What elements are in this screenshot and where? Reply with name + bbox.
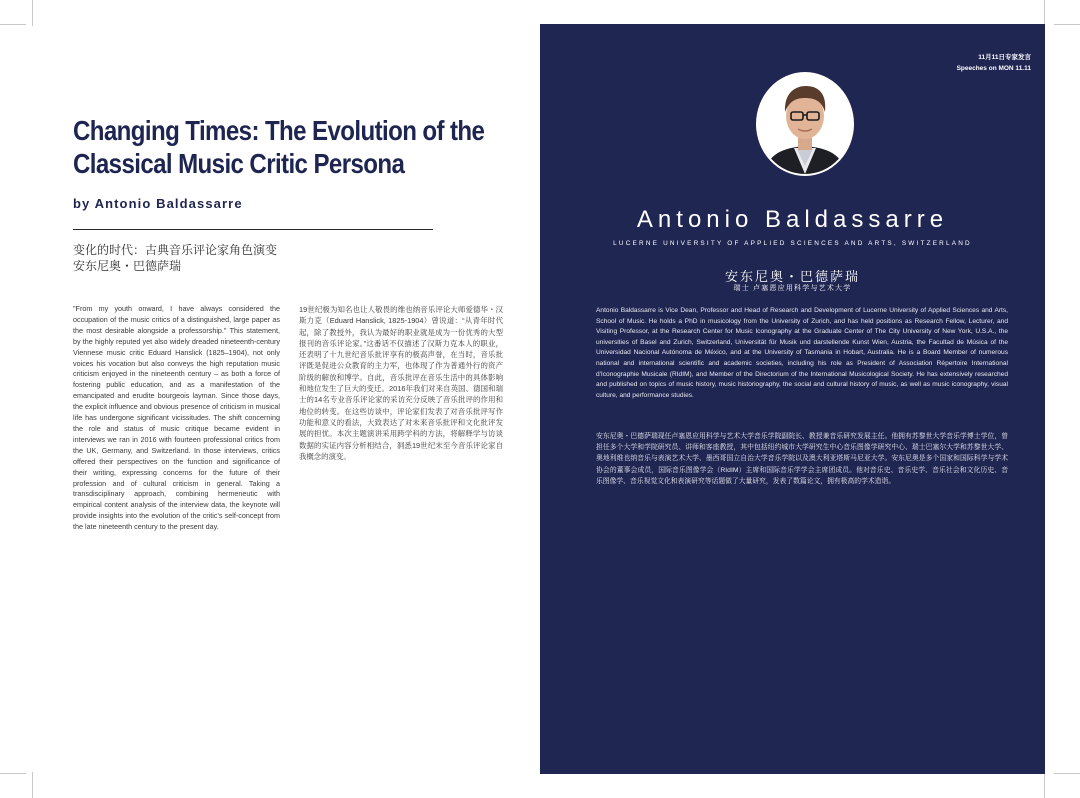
crop-mark	[32, 0, 33, 26]
speaker-name-chinese: 安东尼奥・巴德萨瑞	[724, 269, 860, 284]
crop-mark	[1044, 772, 1045, 798]
article-title-line-1: Changing Times: The Evolution of the	[73, 115, 485, 146]
divider	[73, 229, 433, 230]
crop-mark	[32, 772, 33, 798]
article-title	[73, 114, 485, 180]
abstract-chinese: 19世纪极为知名也让人敬畏的维也纳音乐评论大师爱德华・汉斯力克（Eduard Hanslick, 1825-1904）曾说道：“从青年时代起，除了教授外，我认为最好的职业就是成为一份优秀的大型报刊的音乐评论家。”这番话不仅描述了汉斯力克本人的职业，还表明了十九世纪音乐批评享有的极高声誉，在当时，音乐批评既是促进公众教育的主力军，也体现了作为普通外行的资产阶级的解放和博学。自此，音乐批评在音乐生活中的具体影响和地位发生了巨大的变迁。2016年我们对来自英国、德国和瑞士的14名专业音乐评论家的采访充分反映了音乐批评的作用和地位的转变。在这些访谈中，评论家们发表了对音乐批评写作功能和意义的看法，大致表达了对未来音乐批评和文化批评发展的担忧。本次主题演讲采用跨学科的方法，将解释学与访谈数据的实证内容分析相结合，洞悉19世纪末至今音乐评论家自我概念的演变。	[299, 305, 503, 461]
speech-date-english: Speeches on MON 11.11	[956, 65, 1031, 72]
speech-date	[957, 52, 1031, 74]
chinese-title-line-1: 变化的时代：古典音乐评论家角色演变	[73, 243, 278, 257]
speaker-affiliation: LUCERNE UNIVERSITY OF APPLIED SCIENCES AND ARTS, SWITZERLAND	[613, 240, 972, 247]
chinese-title-line-2: 安东尼奥・巴德萨瑞	[73, 259, 182, 273]
speaker-portrait	[756, 72, 854, 176]
speaker-panel	[540, 24, 1045, 774]
biography-chinese: 安东尼奥・巴德萨瑞现任卢塞恩应用科学与艺术大学音乐学院副院长、教授兼音乐研究发展主任。他拥有苏黎世大学音乐学博士学位，曾担任多个大学和学院研究员、讲师和客座教授，其中包括纽约城市大学研究生中心音乐图像学研究中心、瑞士巴塞尔大学和苏黎世大学、奥地利维也纳音乐与表演艺术大学、墨西哥国立自治大学音乐学院以及澳大利亚塔斯马尼亚大学。安东尼奥是多个国家和国际科学与学术协会的董事会成员，国际音乐图像学会（RIdIM）主席和国际音乐学学会主席团成员。他对音乐史、音乐史学、音乐社会和文化历史、音乐图像学、音乐视觉文化和表演研究等话题做了大量研究，发表了数篇论文，拥有极高的学术造诣。	[596, 433, 1008, 485]
person-portrait-icon	[758, 74, 852, 174]
chinese-title	[73, 242, 277, 274]
crop-mark	[1054, 773, 1080, 774]
speech-date-chinese: 11月11日专家发言	[978, 54, 1031, 61]
crop-mark	[0, 773, 26, 774]
crop-mark	[1054, 24, 1080, 25]
biography-english: Antonio Baldassarre is Vice Dean, Professor and Head of Research and Development of Lucerne University of Applied Sciences and Arts, School of Music. He holds a PhD in musicology from the University of Zurich, and has held positions as Research Fellow, Lecturer, and Visiting Professor, at the Research Center for Music Iconography at the Graduate Center of The City University of New York, U.S.A., the universities of Basel and Zurich, Switzerland, Universität für Musik und darstellende Kunst Wien, Austria, the Facultad de Música of the Universidad Nacional Autónoma de México, and at the University of Tasmania in Hobart, Australia. He is a Board Member of numerous national and international scientific and academic societies, including his role as President of Association Répertoire International d'Iconographie Musicale (RIdIM), and Member of the Directorium of the International Musicological Society. He has extensively researched and published on topics of music history, music historiography, the social and cultural history of music, as well as music iconography, visual culture, and performance studies.	[596, 307, 1008, 399]
byline: by Antonio Baldassarre	[73, 196, 243, 211]
speaker-affiliation-chinese: 瑞士 卢塞恩应用科学与艺术大学	[733, 285, 852, 292]
article-title-line-2: Classical Music Critic Persona	[73, 148, 405, 179]
abstract-english: "From my youth onward, I have always considered the occupation of the music critics of a distinguished, large paper as the most desirable alongside a professorship." This statement, by the highly reputed yet also widely dreaded nineteenth-century Viennese music critic Eduard Hanslick (1825–1904), not only voices his vocation but also conveys the high reputation music criticism enjoyed in the nineteenth century – as both a force of fostering public education, and as a manifestation of the emancipated and erudite bourgeois layman. Since those days, the explicit influence and obvious presence of criticism in musical life has undergone significant vicissitudes. The shift concerning the role and status of music critique became evident in interviews we ran in 2016 with fourteen professional critics from the UK, Germany, and Switzerland. In those interviews, critics offered their perspectives on the function and significance of their writing, expressing concerns for the future of their profession and of cultural criticism in general. Taking a transdisciplinary approach, combining hermeneutic with empirical content analysis of the interview data, the keynote will provide insights into the evolution of the critic's self-concept from the late nineteenth century to the present day.	[73, 304, 280, 532]
crop-mark	[0, 24, 26, 25]
speaker-name: Antonio Baldassarre	[636, 206, 949, 233]
crop-mark	[1044, 0, 1045, 26]
